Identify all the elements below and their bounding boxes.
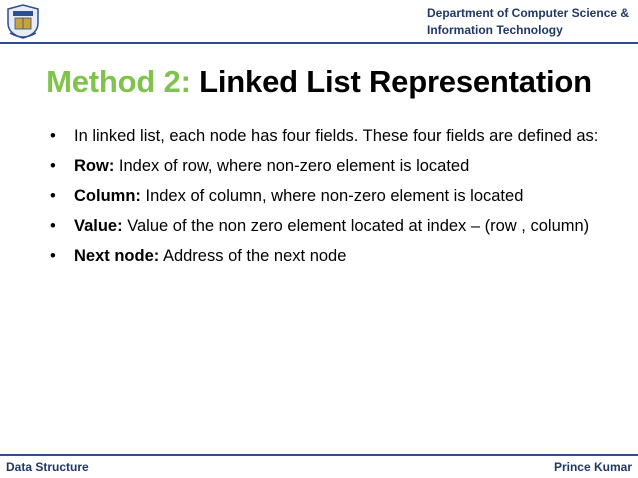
bullet-dot-icon: • [50, 217, 56, 235]
bullet-dot-icon: • [50, 157, 56, 175]
bullet-item [46, 185, 618, 208]
bullet-item [46, 215, 618, 238]
bullet-text: Index of column, where non-zero element is located [145, 187, 524, 205]
title-main: Linked List Representation [199, 64, 592, 99]
bullet-label: Value: [74, 217, 123, 235]
bullet-text: In linked list, each node has four fields. These four fields are defined as: [74, 127, 599, 145]
department-line-1: Department of Computer Science & [427, 6, 630, 20]
footer-author: Prince Kumar [553, 460, 632, 474]
bullet-dot-icon: • [50, 127, 56, 145]
bullet-text: Value of the non zero element located at index – (row , column) [127, 217, 590, 235]
slide-title [0, 64, 638, 100]
department-line-2: Information Technology [427, 23, 563, 37]
bullet-item [46, 155, 618, 178]
bullet-item [46, 125, 618, 148]
bullet-dot-icon: • [50, 187, 56, 205]
footer-course: Data Structure [6, 460, 89, 474]
bullet-text: Index of row, where non-zero element is located [118, 157, 470, 175]
bullet-label: Next node: [74, 247, 160, 265]
bullet-dot-icon: • [50, 247, 56, 265]
title-prefix: Method 2: [46, 64, 191, 99]
bullet-label: Row: [74, 157, 115, 175]
department-name [427, 5, 635, 39]
bullet-item [46, 245, 618, 268]
bullet-text: Address of the next node [162, 247, 347, 265]
university-logo-icon [4, 3, 42, 39]
footer-divider [0, 454, 638, 456]
header-divider [0, 42, 638, 44]
bullet-label: Column: [74, 187, 141, 205]
bullet-list [46, 125, 618, 275]
